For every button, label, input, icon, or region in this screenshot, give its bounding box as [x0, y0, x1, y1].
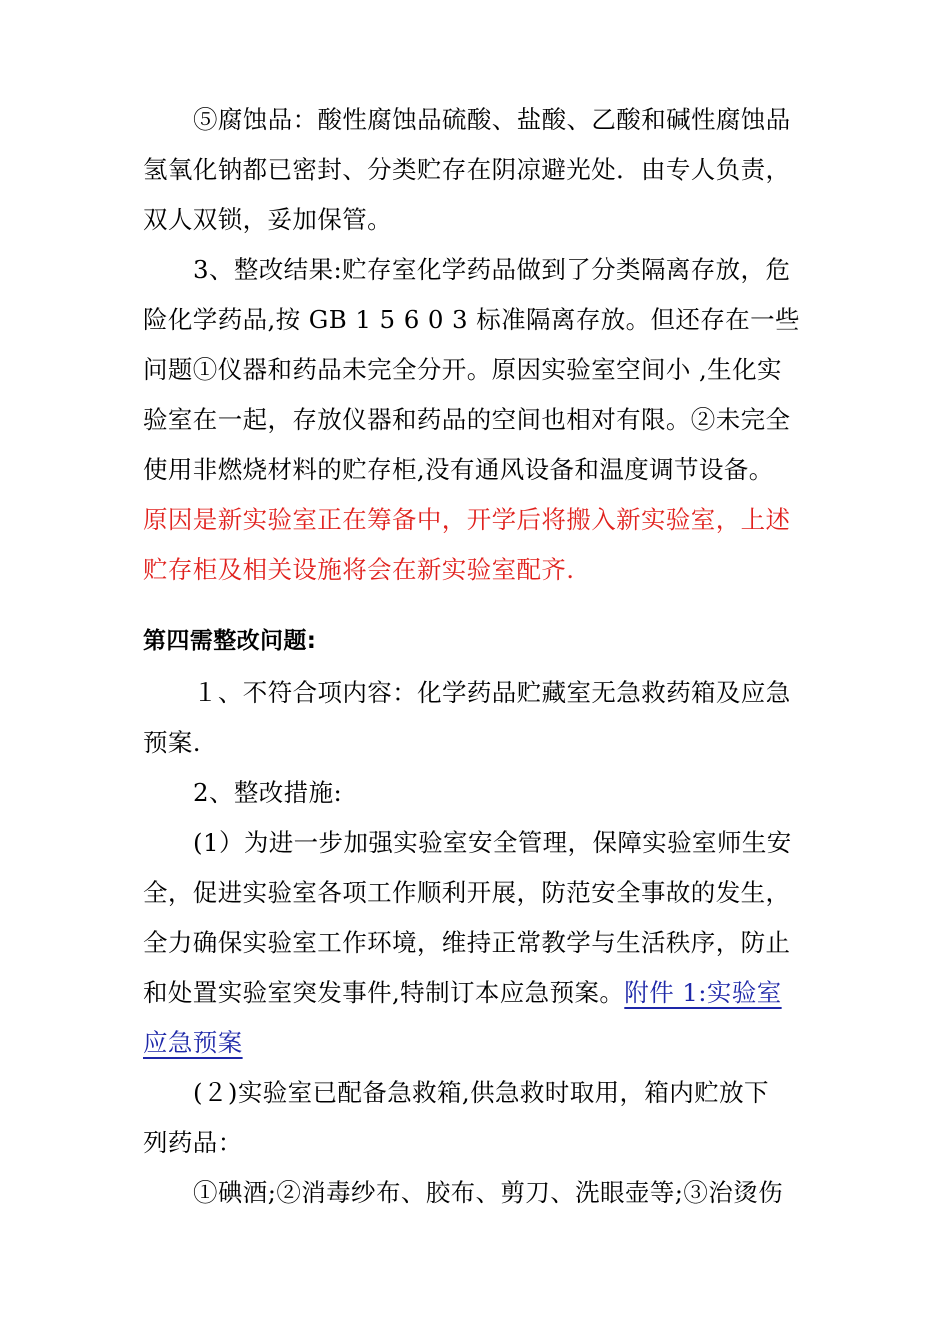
nonconform-line-2: 预案. [143, 728, 201, 757]
result-line-2: 险化学药品,按 GB 1 5 6 0 3 标准隔离存放。但还存在一些 [143, 305, 800, 334]
red-note-line-1: 原因是新实验室正在筹备中，开学后将搬入新实验室，上述 [143, 505, 791, 534]
measure1-line-3: 全力确保实验室工作环境，维持正常教学与生活秩序，防止 [143, 928, 791, 957]
measure2-line-2: 列药品： [143, 1128, 243, 1157]
corrosive-item-line-2: 氢氧化钠都已密封、分类贮存在阴凉避光处．由专人负责， [143, 155, 791, 184]
nonconform-line-1: １、不符合项内容：化学药品贮藏室无急救药箱及应急 [193, 678, 791, 707]
measure2-line-1: (２)实验室已配备急救箱,供急救时取用，箱内贮放下 [193, 1078, 769, 1107]
measure1-line-5 [143, 1026, 243, 1060]
result-line-4: 验室在一起，存放仪器和药品的空间也相对有限。②未完全 [143, 405, 791, 434]
measure2-line-3: ①碘酒;②消毒纱布、胶布、剪刀、洗眼壶等;③治烫伤 [193, 1178, 784, 1207]
appendix-link-continued[interactable]: 应急预案 [143, 1028, 243, 1057]
measures-title: 2、整改措施: [193, 778, 343, 807]
result-line-5: 使用非燃烧材料的贮存柜,没有通风设备和温度调节设备。 [143, 455, 774, 484]
result-line-3: 问题①仪器和药品未完全分开。原因实验室空间小 ,生化实 [143, 355, 782, 384]
corrosive-item-line-3: 双人双锁，妥加保管。 [143, 205, 392, 234]
section-heading: 第四需整改问题: [143, 628, 317, 654]
result-line-1: 3、整改结果:贮存室化学药品做到了分类隔离存放，危 [193, 255, 791, 284]
measure1-line-2: 全，促进实验室各项工作顺利开展，防范安全事故的发生， [143, 878, 791, 907]
measure1-line-1: (1）为进一步加强实验室安全管理，保障实验室师生安 [193, 828, 792, 857]
measure1-line-4 [143, 976, 782, 1010]
red-note-line-2: 贮存柜及相关设施将会在新实验室配齐. [143, 555, 575, 584]
appendix-link[interactable]: 附件 1:实验室 [624, 978, 782, 1007]
corrosive-item-line-1: ⑤腐蚀品：酸性腐蚀品硫酸、盐酸、乙酸和碱性腐蚀品 [193, 105, 791, 134]
measure1-last-text: 和处置实验室突发事件,特制订本应急预案。 [143, 978, 625, 1007]
